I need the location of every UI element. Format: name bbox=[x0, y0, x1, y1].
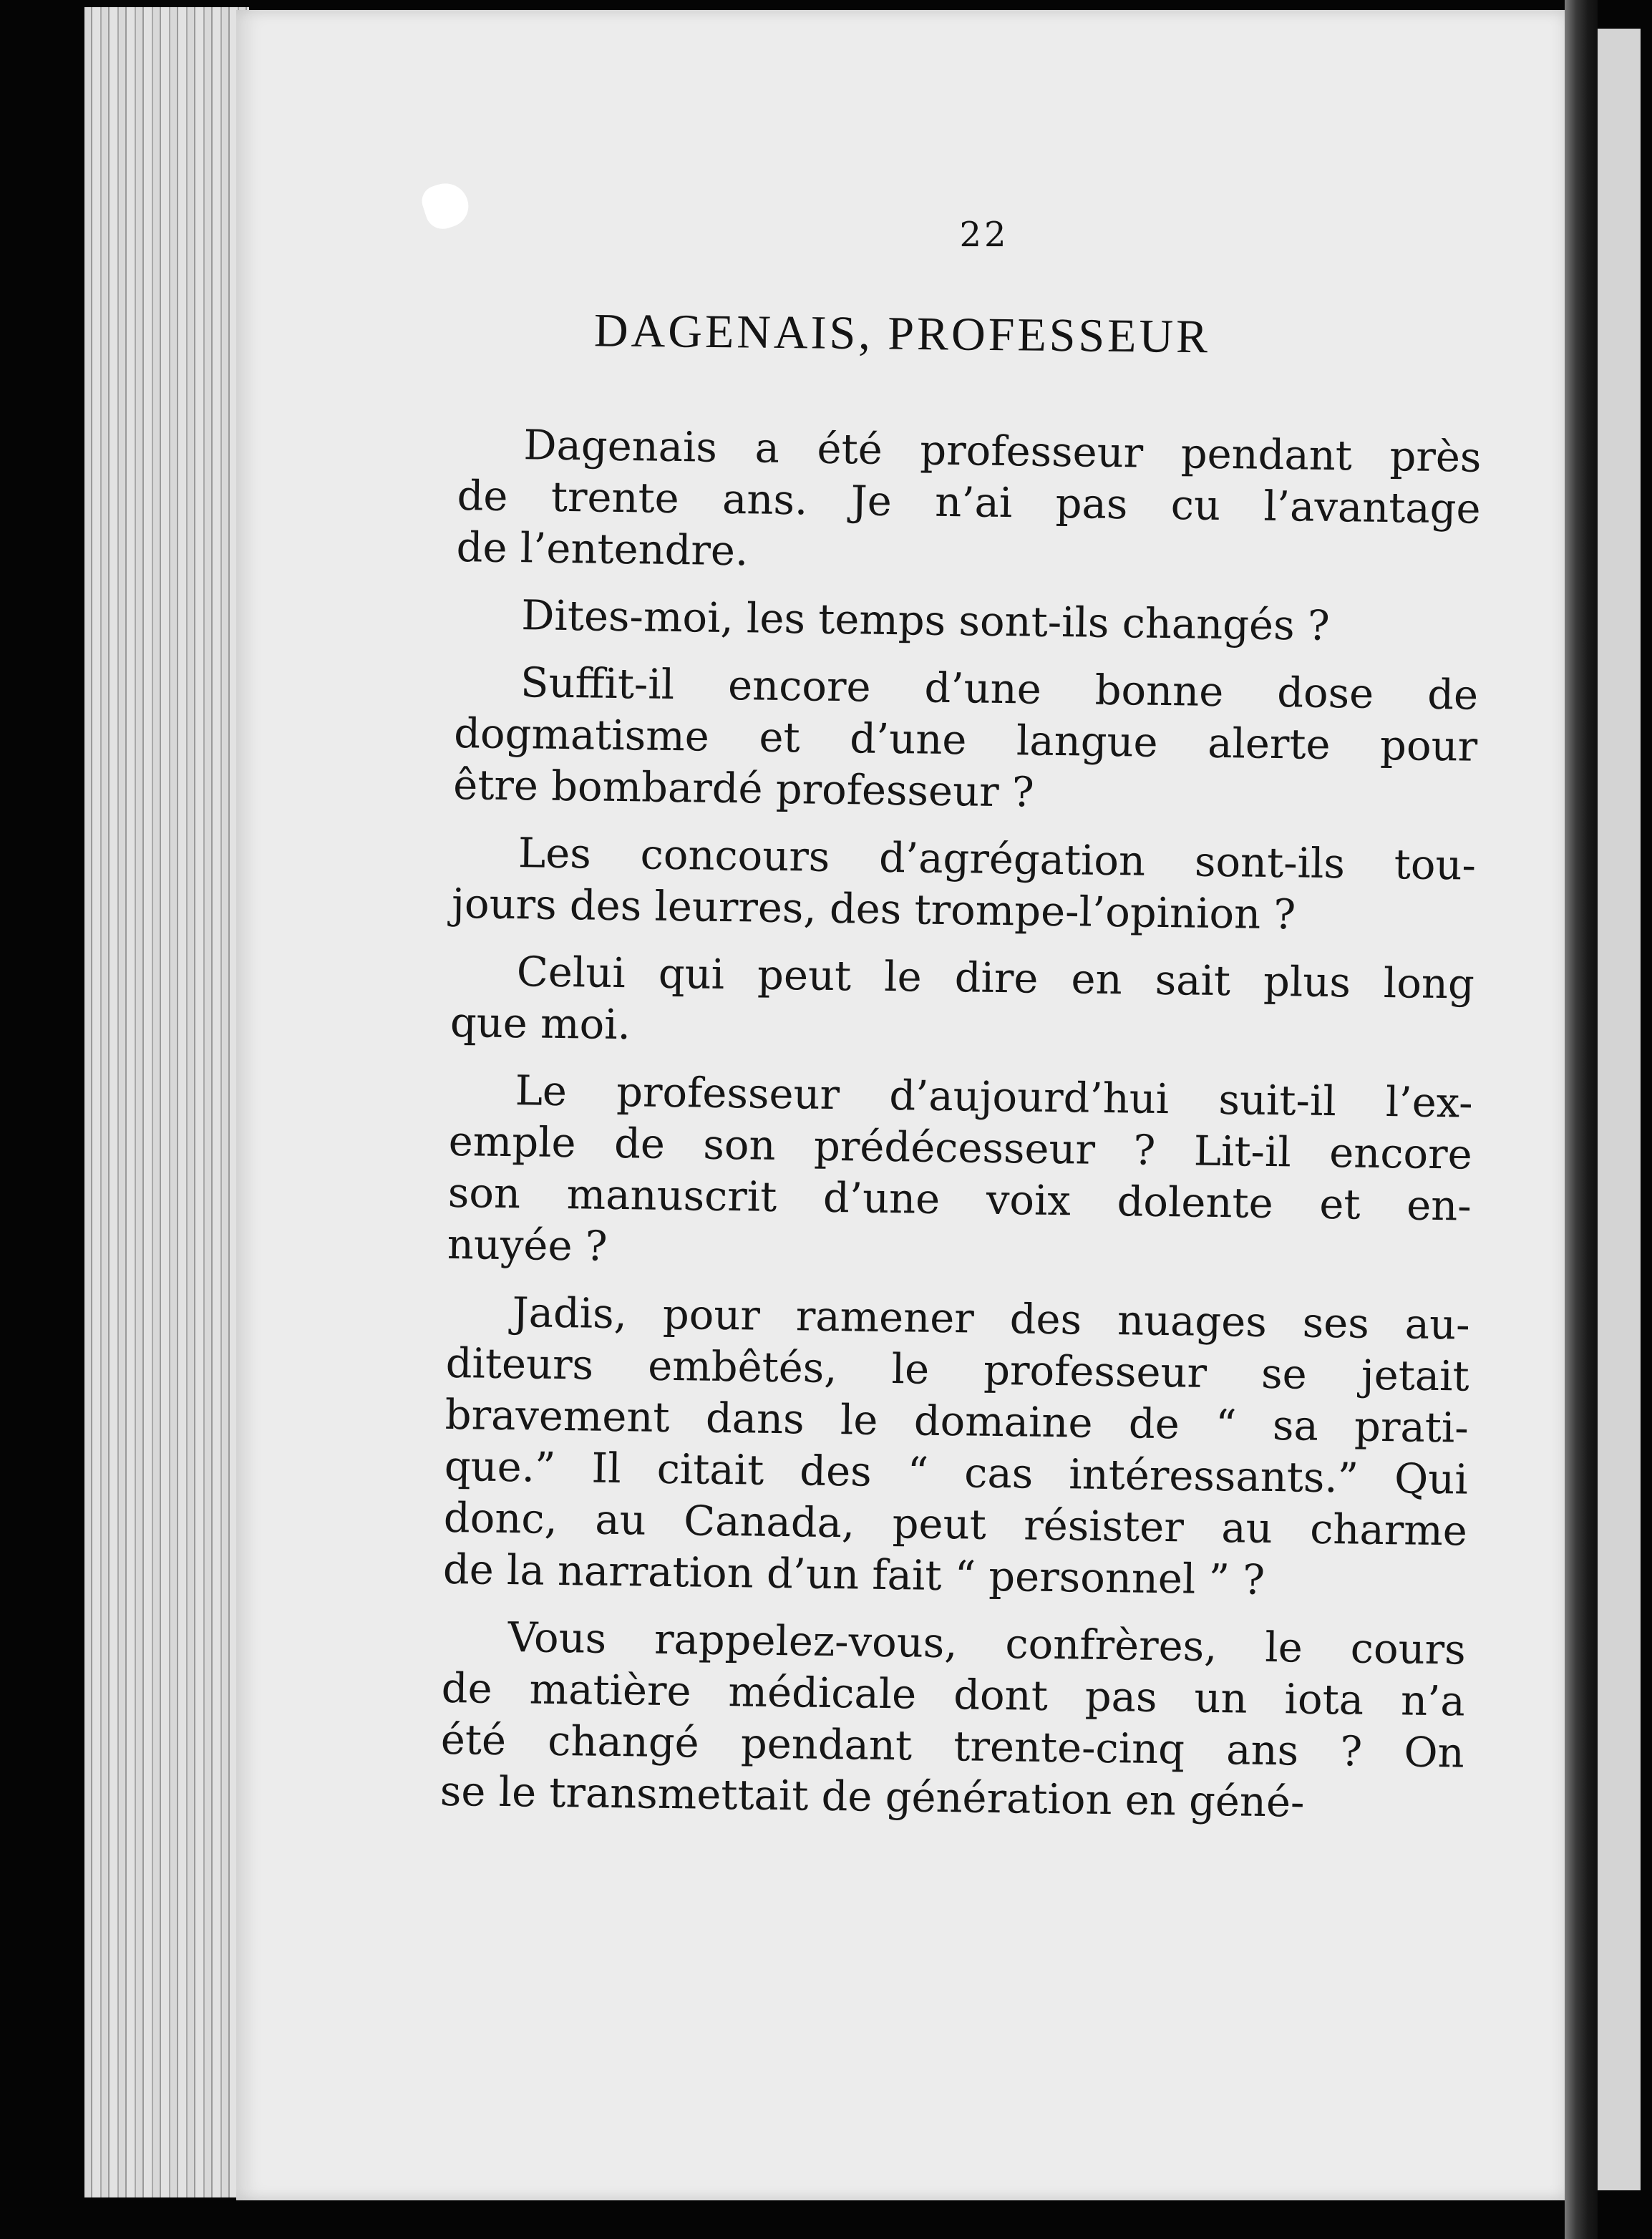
paragraph bbox=[450, 946, 1474, 1062]
text-line: jours des leurres, des trompe-l’opinion ? bbox=[451, 879, 1296, 939]
page-number: 22 bbox=[959, 215, 1009, 255]
text-line: bravement dans le domaine de “ sa prati- bbox=[444, 1390, 1469, 1452]
text-line: dogmatisme et d’une langue alerte pour bbox=[453, 709, 1478, 771]
text-line: Suffit-il encore d’une bonne dose de bbox=[520, 659, 1479, 719]
paragraph bbox=[447, 1064, 1473, 1284]
paragraph bbox=[442, 1286, 1470, 1609]
running-head-title: DAGENAIS, PROFESSEUR bbox=[593, 304, 1211, 364]
paragraph bbox=[452, 827, 1477, 943]
text-line: être bombardé professeur ? bbox=[452, 760, 1035, 817]
text-line: de la narration d’un fait “ personnel ” ? bbox=[442, 1545, 1265, 1604]
text-line: été changé pendant trente-cinq ans ? On bbox=[440, 1715, 1465, 1777]
text-line: Vous rappelez-vous, confrères, le cours bbox=[507, 1613, 1467, 1674]
text-line: Les concours d’agrégation sont-ils tou- bbox=[518, 829, 1477, 890]
text-line: son manuscrit d’une voix dolente et en- bbox=[447, 1168, 1472, 1230]
paragraph bbox=[455, 589, 1479, 654]
text-line: de l’entendre. bbox=[456, 523, 749, 575]
paragraph bbox=[453, 656, 1479, 825]
text-line: Jadis, pour ramener des nuages ses au- bbox=[512, 1288, 1470, 1349]
text-line: Dagenais a été professeur pendant près bbox=[523, 421, 1482, 482]
text-line: que.” Il citait des “ cas intéressants.” Qui bbox=[444, 1442, 1469, 1504]
facing-page-edge bbox=[1598, 29, 1641, 2190]
body-text bbox=[439, 419, 1482, 1847]
text-line: donc, au Canada, peut résister au charme bbox=[443, 1493, 1468, 1555]
text-line: que moi. bbox=[450, 998, 631, 1049]
text-line: emple de son prédécesseur ? Lit-il encore bbox=[448, 1117, 1473, 1179]
text-line: se le transmettait de génération en géné- bbox=[439, 1767, 1305, 1827]
binding-gutter-shadow bbox=[1565, 0, 1598, 2239]
text-line: de matière médicale dont pas un iota n’a bbox=[441, 1664, 1466, 1726]
text-line: Dites-moi, les temps sont-ils changés ? bbox=[520, 591, 1331, 650]
text-line: de trente ans. Je n’ai pas cu l’avantage bbox=[457, 471, 1481, 533]
stacked-page-edges bbox=[84, 7, 249, 2197]
text-line: diteurs embêtés, le professeur se jetait bbox=[445, 1339, 1470, 1401]
paragraph bbox=[456, 419, 1482, 587]
text-line: Le professeur d’aujourd’hui suit-il l’ex- bbox=[515, 1067, 1474, 1127]
paragraph bbox=[439, 1611, 1466, 1831]
text-line: nuyée ? bbox=[447, 1220, 608, 1271]
text-line: Celui qui peut le dire en sait plus long bbox=[516, 948, 1475, 1009]
